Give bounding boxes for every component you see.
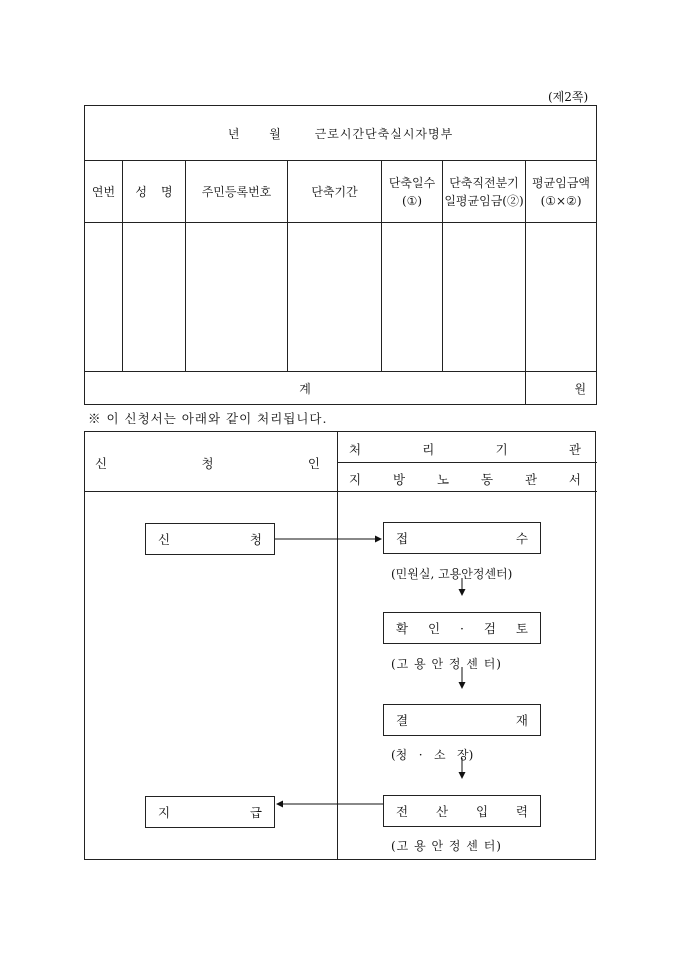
- processing-org-6: 서: [568, 472, 581, 487]
- processing-header-1: 처: [349, 442, 362, 457]
- step-review-1: 확: [396, 621, 409, 636]
- header-avg-1: 평균임금액: [532, 175, 591, 190]
- title-text: 근로시간단축실시자명부: [314, 126, 454, 141]
- processing-org-4: 동: [480, 472, 494, 487]
- header-name-2: 명: [161, 184, 173, 199]
- step-input-2: 산: [435, 804, 449, 819]
- total-unit: [526, 372, 597, 405]
- step-review-5: 토: [515, 621, 528, 636]
- step-input-1: 전: [396, 804, 409, 819]
- header-resident-id: 주민등록번호: [186, 161, 288, 223]
- page-number: (제2쪽): [548, 90, 589, 104]
- header-wage: [443, 161, 526, 223]
- register-table: [84, 105, 597, 405]
- step-approve-2: 재: [515, 713, 528, 728]
- header-avg: [526, 161, 597, 223]
- processing-org-3: 노: [436, 472, 450, 487]
- payment-box-1: 지: [158, 805, 171, 820]
- header-avg-2: (①×②): [540, 193, 582, 208]
- step-review-2: 인: [428, 621, 441, 636]
- cell-name[interactable]: [123, 223, 186, 372]
- header-days: [382, 161, 443, 223]
- processing-note: ※ 이 신청서는 아래와 같이 처리됩니다.: [88, 411, 328, 426]
- applicant-header-1: 신: [95, 456, 108, 471]
- processing-org-2: 방: [392, 472, 406, 487]
- cell-serial[interactable]: [85, 223, 123, 372]
- header-days-2: (①): [401, 193, 423, 208]
- header-period: 단축기간: [288, 161, 382, 223]
- header-wage-1: 단축직전분기: [449, 175, 519, 190]
- title-year: 년: [227, 126, 241, 141]
- step-input-sub: (고 용 안 정 센 터): [391, 839, 502, 853]
- cell-avg[interactable]: [526, 223, 597, 372]
- processing-header-3: 기: [495, 442, 508, 457]
- step-input-4: 력: [515, 804, 528, 819]
- step-approve-1: 결: [396, 713, 409, 728]
- apply-box-2: 청: [249, 532, 262, 547]
- total-unit-text: 원: [574, 381, 587, 396]
- applicant-header-2: 청: [201, 456, 214, 471]
- step-input-3: 입: [475, 804, 489, 819]
- header-wage-2: 일평균임금(②): [444, 193, 524, 208]
- step-review-sub: (고 용 안 정 센 터): [391, 657, 502, 671]
- step-review-4: 검: [483, 621, 496, 636]
- processing-header-2: 리: [422, 442, 435, 457]
- cell-period[interactable]: [288, 223, 382, 372]
- processing-org-5: 관: [524, 472, 538, 487]
- step-receive-1: 접: [396, 531, 409, 546]
- cell-wage[interactable]: [443, 223, 526, 372]
- flow-chart: [84, 431, 596, 860]
- header-serial: 연번: [85, 161, 123, 223]
- apply-box-1: 신: [158, 532, 171, 547]
- title-month: 월: [269, 126, 282, 141]
- applicant-header-3: 인: [307, 456, 320, 471]
- header-name-1: 성: [135, 184, 147, 199]
- cell-days[interactable]: [382, 223, 443, 372]
- header-name: [123, 161, 186, 223]
- payment-box-2: 급: [249, 805, 262, 820]
- processing-org-1: 지: [349, 472, 362, 487]
- header-days-1: 단축일수: [388, 175, 436, 190]
- processing-header-4: 관: [568, 442, 581, 457]
- step-approve-sub: (청 · 소 장): [391, 748, 474, 762]
- cell-resident-id[interactable]: [186, 223, 288, 372]
- register-title: [85, 106, 597, 161]
- step-review-3: ·: [460, 620, 464, 636]
- flow-arrows: [85, 432, 597, 861]
- total-label: 계: [85, 372, 526, 405]
- step-receive-sub: (민원실, 고용안정센터): [391, 567, 513, 581]
- step-receive-2: 수: [515, 531, 528, 546]
